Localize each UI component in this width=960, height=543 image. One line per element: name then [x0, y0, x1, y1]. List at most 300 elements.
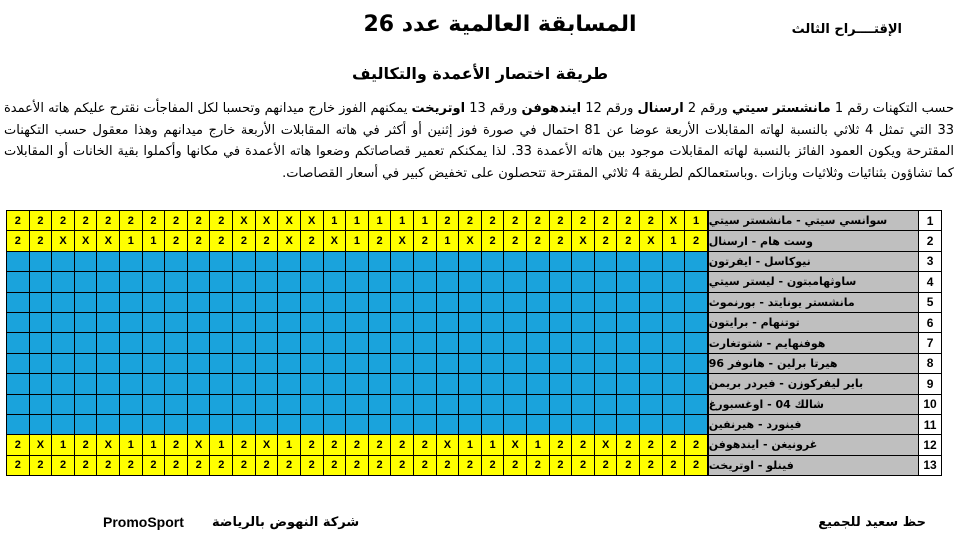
- pick-cell: 2: [75, 456, 98, 475]
- empty-cell: [640, 272, 663, 291]
- empty-cell: [301, 313, 324, 332]
- empty-cell: [188, 252, 211, 271]
- match-name: فينورد - هيرنفين: [709, 415, 918, 435]
- empty-cell: [504, 313, 527, 332]
- team-highlight: ايندهوفن: [521, 101, 582, 116]
- picks-row: [7, 252, 707, 272]
- pick-cell: 2: [617, 456, 640, 475]
- intro-text: ورقم 2: [683, 101, 732, 116]
- pick-cell: 1: [324, 211, 347, 230]
- empty-cell: [369, 333, 392, 352]
- empty-cell: [550, 395, 573, 414]
- intro-text: يمكنهم الفوز خارج ميدانهم وتحسبا لكل المفاجأت نقترح عليكم هاته الأعمدة 33 التي تمثل 4 ثلاثي بالنسبة لهاته المقابلات الأربعة عوضا عن 81 احتمال في صورة فوز إثنين أو أكثر في هاته المقابلات الأربعة خارج ميدانهم وهذا معقول حسب التكهنات المقترحة ويكون العمود الفائز بالنسبة لهاته المقابلات موجود بين هاته الأعمدة 33. لذا يمكنكم تعمير قصاصاتكم وضعوا هاته الأعمدة في مكانها وأكملوا بقية الخانات أو المقابلات كما تشاؤون بثنائيات وثلاثيات وبازات .وباستعمالكم لطريقة 4 ثلاثي المقترحة تتحصلون على تخفيض كبير في أسعار القصاصات.: [4, 101, 954, 181]
- team-highlight: مانشستر سيتي: [731, 101, 831, 116]
- empty-cell: [7, 333, 30, 352]
- match-name: شالك 04 - اوغسبورغ: [709, 395, 918, 415]
- pick-cell: 2: [346, 456, 369, 475]
- pick-cell: 2: [210, 211, 233, 230]
- empty-cell: [97, 374, 120, 393]
- empty-cell: [414, 333, 437, 352]
- pick-cell: 2: [572, 435, 595, 454]
- empty-cell: [459, 313, 482, 332]
- pick-cell: 1: [437, 231, 460, 250]
- empty-cell: [663, 272, 686, 291]
- empty-cell: [482, 293, 505, 312]
- pick-cell: 2: [663, 435, 686, 454]
- pick-cell: 1: [120, 435, 143, 454]
- pick-cell: 1: [685, 211, 707, 230]
- pick-cell: 1: [527, 435, 550, 454]
- empty-cell: [188, 313, 211, 332]
- pick-cell: 2: [550, 211, 573, 230]
- empty-cell: [685, 395, 707, 414]
- pick-cell: 2: [301, 231, 324, 250]
- matches-column: [707, 211, 918, 475]
- empty-cell: [75, 333, 98, 352]
- empty-cell: [437, 395, 460, 414]
- empty-cell: [527, 374, 550, 393]
- pick-cell: 2: [617, 231, 640, 250]
- empty-cell: [278, 374, 301, 393]
- picks-row: [7, 354, 707, 374]
- empty-cell: [210, 333, 233, 352]
- empty-cell: [572, 313, 595, 332]
- pick-cell: 1: [482, 435, 505, 454]
- picks-row: [7, 333, 707, 353]
- empty-cell: [52, 272, 75, 291]
- match-number: 10: [919, 395, 941, 415]
- pick-cell: X: [301, 211, 324, 230]
- match-number: 13: [919, 456, 941, 475]
- footer-brand: PromoSport: [103, 514, 184, 530]
- pick-cell: 2: [414, 435, 437, 454]
- pick-cell: 2: [75, 435, 98, 454]
- empty-cell: [617, 395, 640, 414]
- empty-cell: [437, 313, 460, 332]
- match-name: هيرتا برلين - هانوفر 96: [709, 354, 918, 374]
- pick-cell: 2: [437, 211, 460, 230]
- empty-cell: [437, 415, 460, 434]
- empty-cell: [143, 313, 166, 332]
- empty-cell: [482, 374, 505, 393]
- empty-cell: [504, 374, 527, 393]
- empty-cell: [685, 415, 707, 434]
- pick-cell: 2: [52, 456, 75, 475]
- empty-cell: [210, 415, 233, 434]
- empty-cell: [120, 354, 143, 373]
- empty-cell: [324, 415, 347, 434]
- team-highlight: ارسنال: [637, 101, 684, 116]
- pick-cell: 2: [482, 456, 505, 475]
- empty-cell: [7, 272, 30, 291]
- pick-cell: 2: [210, 456, 233, 475]
- empty-cell: [369, 313, 392, 332]
- pick-cell: 2: [391, 456, 414, 475]
- empty-cell: [120, 313, 143, 332]
- empty-cell: [685, 313, 707, 332]
- pick-cell: 2: [188, 456, 211, 475]
- pick-cell: 2: [595, 231, 618, 250]
- empty-cell: [595, 333, 618, 352]
- empty-cell: [663, 415, 686, 434]
- empty-cell: [617, 293, 640, 312]
- pick-cell: X: [233, 211, 256, 230]
- empty-cell: [143, 395, 166, 414]
- pick-cell: 2: [97, 456, 120, 475]
- empty-cell: [75, 293, 98, 312]
- pick-cell: 2: [165, 211, 188, 230]
- empty-cell: [685, 374, 707, 393]
- empty-cell: [324, 252, 347, 271]
- pick-cell: 1: [459, 435, 482, 454]
- pick-cell: 2: [685, 231, 707, 250]
- pick-cell: 2: [685, 456, 707, 475]
- empty-cell: [97, 313, 120, 332]
- pick-cell: 2: [278, 456, 301, 475]
- pick-cell: 2: [120, 211, 143, 230]
- empty-cell: [165, 374, 188, 393]
- empty-cell: [120, 395, 143, 414]
- pick-cell: 2: [301, 456, 324, 475]
- empty-cell: [278, 354, 301, 373]
- empty-cell: [210, 354, 233, 373]
- empty-cell: [527, 395, 550, 414]
- pick-cell: 2: [617, 211, 640, 230]
- team-highlight: اوتريخت: [411, 101, 466, 116]
- empty-cell: [617, 313, 640, 332]
- empty-cell: [210, 374, 233, 393]
- empty-cell: [617, 252, 640, 271]
- pick-cell: 2: [324, 456, 347, 475]
- empty-cell: [7, 395, 30, 414]
- empty-cell: [7, 374, 30, 393]
- empty-cell: [663, 354, 686, 373]
- empty-cell: [324, 395, 347, 414]
- empty-cell: [617, 272, 640, 291]
- empty-cell: [504, 395, 527, 414]
- empty-cell: [663, 374, 686, 393]
- picks-row: [7, 293, 707, 313]
- page-subtitle: طريقة اختصار الأعمدة والتكاليف: [351, 64, 609, 83]
- empty-cell: [369, 415, 392, 434]
- empty-cell: [414, 252, 437, 271]
- pick-cell: 2: [640, 435, 663, 454]
- empty-cell: [30, 293, 53, 312]
- empty-cell: [30, 415, 53, 434]
- empty-cell: [233, 354, 256, 373]
- pick-cell: 1: [663, 231, 686, 250]
- empty-cell: [595, 354, 618, 373]
- empty-cell: [30, 374, 53, 393]
- empty-cell: [572, 272, 595, 291]
- empty-cell: [459, 354, 482, 373]
- empty-cell: [391, 252, 414, 271]
- empty-cell: [663, 395, 686, 414]
- empty-cell: [369, 374, 392, 393]
- pick-cell: 2: [346, 435, 369, 454]
- empty-cell: [482, 313, 505, 332]
- empty-cell: [550, 313, 573, 332]
- empty-cell: [165, 333, 188, 352]
- empty-cell: [165, 252, 188, 271]
- empty-cell: [346, 395, 369, 414]
- empty-cell: [459, 374, 482, 393]
- pick-cell: 2: [391, 435, 414, 454]
- empty-cell: [324, 333, 347, 352]
- empty-cell: [278, 252, 301, 271]
- empty-cell: [30, 333, 53, 352]
- empty-cell: [640, 333, 663, 352]
- empty-cell: [482, 272, 505, 291]
- empty-cell: [233, 374, 256, 393]
- empty-cell: [278, 313, 301, 332]
- pick-cell: X: [459, 231, 482, 250]
- empty-cell: [301, 272, 324, 291]
- empty-cell: [391, 354, 414, 373]
- picks-row: [7, 374, 707, 394]
- empty-cell: [75, 252, 98, 271]
- empty-cell: [527, 354, 550, 373]
- pick-cell: X: [572, 231, 595, 250]
- empty-cell: [550, 354, 573, 373]
- pick-cell: 1: [346, 211, 369, 230]
- empty-cell: [663, 313, 686, 332]
- match-number: 5: [919, 293, 941, 313]
- pick-cell: 2: [143, 456, 166, 475]
- pick-cell: 2: [165, 456, 188, 475]
- pick-cell: 2: [7, 456, 30, 475]
- empty-cell: [188, 354, 211, 373]
- match-name: غرونيغن - ايندهوفن: [709, 435, 918, 455]
- pick-cell: 2: [527, 456, 550, 475]
- pick-cell: 2: [504, 231, 527, 250]
- pick-cell: 2: [75, 211, 98, 230]
- pick-cell: 2: [210, 231, 233, 250]
- empty-cell: [572, 252, 595, 271]
- empty-cell: [301, 354, 324, 373]
- pick-cell: 2: [369, 231, 392, 250]
- empty-cell: [391, 415, 414, 434]
- pick-cell: X: [278, 231, 301, 250]
- empty-cell: [527, 272, 550, 291]
- empty-cell: [165, 313, 188, 332]
- empty-cell: [617, 415, 640, 434]
- pick-cell: X: [256, 435, 279, 454]
- pick-cell: 2: [482, 211, 505, 230]
- pick-cell: 2: [572, 456, 595, 475]
- pick-cell: X: [256, 211, 279, 230]
- pick-cell: 2: [7, 231, 30, 250]
- match-name: نيوكاسل - ايفرتون: [709, 252, 918, 272]
- picks-row: [7, 456, 707, 475]
- empty-cell: [527, 313, 550, 332]
- picks-row: [7, 231, 707, 251]
- picks-row: [7, 211, 707, 231]
- pick-cell: 2: [233, 435, 256, 454]
- empty-cell: [188, 272, 211, 291]
- empty-cell: [256, 252, 279, 271]
- pick-cell: 2: [30, 211, 53, 230]
- pick-cell: 1: [210, 435, 233, 454]
- pick-cell: 2: [369, 456, 392, 475]
- empty-cell: [550, 415, 573, 434]
- pick-cell: X: [278, 211, 301, 230]
- empty-cell: [459, 333, 482, 352]
- picks-row: [7, 272, 707, 292]
- pick-cell: 1: [346, 231, 369, 250]
- empty-cell: [437, 333, 460, 352]
- empty-cell: [527, 415, 550, 434]
- empty-cell: [97, 252, 120, 271]
- empty-cell: [256, 272, 279, 291]
- match-number: 2: [919, 231, 941, 251]
- empty-cell: [595, 415, 618, 434]
- pick-cell: 2: [369, 435, 392, 454]
- picks-row: [7, 435, 707, 455]
- empty-cell: [504, 293, 527, 312]
- empty-cell: [165, 354, 188, 373]
- pick-cell: 2: [550, 435, 573, 454]
- empty-cell: [233, 313, 256, 332]
- empty-cell: [75, 313, 98, 332]
- empty-cell: [346, 293, 369, 312]
- empty-cell: [459, 395, 482, 414]
- empty-cell: [527, 252, 550, 271]
- empty-cell: [685, 272, 707, 291]
- pick-cell: 2: [120, 456, 143, 475]
- match-number: 9: [919, 374, 941, 394]
- intro-paragraph: [4, 98, 954, 184]
- empty-cell: [301, 252, 324, 271]
- empty-cell: [30, 272, 53, 291]
- empty-cell: [572, 354, 595, 373]
- match-name: فينلو - اوتريخت: [709, 456, 918, 475]
- empty-cell: [143, 333, 166, 352]
- empty-cell: [233, 415, 256, 434]
- pick-cell: 2: [414, 231, 437, 250]
- empty-cell: [278, 333, 301, 352]
- match-number: 11: [919, 415, 941, 435]
- pick-cell: 1: [278, 435, 301, 454]
- empty-cell: [437, 354, 460, 373]
- empty-cell: [210, 313, 233, 332]
- empty-cell: [685, 333, 707, 352]
- picks-row: [7, 395, 707, 415]
- empty-cell: [640, 313, 663, 332]
- empty-cell: [437, 252, 460, 271]
- empty-cell: [210, 252, 233, 271]
- prediction-grid: [6, 210, 942, 476]
- empty-cell: [52, 395, 75, 414]
- empty-cell: [256, 395, 279, 414]
- match-number: 12: [919, 435, 941, 455]
- empty-cell: [52, 293, 75, 312]
- empty-cell: [120, 374, 143, 393]
- pick-cell: 2: [52, 211, 75, 230]
- match-name: سوانسي سيتي - مانشستر سيتي: [709, 211, 918, 231]
- empty-cell: [30, 354, 53, 373]
- empty-cell: [301, 333, 324, 352]
- pick-cell: 2: [595, 456, 618, 475]
- empty-cell: [324, 354, 347, 373]
- empty-cell: [595, 272, 618, 291]
- pick-cell: 2: [7, 435, 30, 454]
- empty-cell: [617, 374, 640, 393]
- empty-cell: [278, 395, 301, 414]
- empty-cell: [414, 293, 437, 312]
- empty-cell: [391, 374, 414, 393]
- empty-cell: [346, 252, 369, 271]
- empty-cell: [414, 374, 437, 393]
- empty-cell: [369, 354, 392, 373]
- pick-cell: X: [30, 435, 53, 454]
- empty-cell: [188, 374, 211, 393]
- empty-cell: [233, 272, 256, 291]
- empty-cell: [527, 333, 550, 352]
- match-number: 4: [919, 272, 941, 292]
- empty-cell: [52, 252, 75, 271]
- empty-cell: [482, 415, 505, 434]
- empty-cell: [437, 293, 460, 312]
- match-name: مانشستر يونايتد - بورنموث: [709, 293, 918, 313]
- empty-cell: [97, 415, 120, 434]
- empty-cell: [504, 252, 527, 271]
- proposal-tag: الإقتــــراح الثالث: [791, 22, 902, 37]
- pick-cell: X: [663, 211, 686, 230]
- pick-cell: 2: [7, 211, 30, 230]
- empty-cell: [75, 374, 98, 393]
- pick-cell: 2: [595, 211, 618, 230]
- empty-cell: [143, 354, 166, 373]
- empty-cell: [504, 354, 527, 373]
- empty-cell: [324, 272, 347, 291]
- pick-cell: 2: [550, 456, 573, 475]
- pick-cell: 2: [527, 231, 550, 250]
- empty-cell: [301, 395, 324, 414]
- pick-cell: 1: [120, 231, 143, 250]
- pick-cell: 2: [437, 456, 460, 475]
- empty-cell: [595, 395, 618, 414]
- empty-cell: [617, 354, 640, 373]
- empty-cell: [414, 313, 437, 332]
- empty-cell: [7, 313, 30, 332]
- picks-row: [7, 313, 707, 333]
- empty-cell: [550, 252, 573, 271]
- pick-cell: 2: [617, 435, 640, 454]
- pick-cell: 2: [482, 231, 505, 250]
- empty-cell: [188, 333, 211, 352]
- empty-cell: [346, 313, 369, 332]
- pick-cell: X: [437, 435, 460, 454]
- empty-cell: [165, 272, 188, 291]
- pick-cell: 2: [256, 456, 279, 475]
- empty-cell: [504, 415, 527, 434]
- empty-cell: [595, 293, 618, 312]
- empty-cell: [640, 293, 663, 312]
- empty-cell: [256, 354, 279, 373]
- empty-cell: [640, 395, 663, 414]
- empty-cell: [550, 272, 573, 291]
- pick-cell: 2: [143, 211, 166, 230]
- pick-cell: 2: [527, 211, 550, 230]
- empty-cell: [346, 272, 369, 291]
- picks-columns: [7, 211, 707, 475]
- intro-text: ورقم 12: [581, 101, 638, 116]
- empty-cell: [482, 333, 505, 352]
- empty-cell: [595, 313, 618, 332]
- pick-cell: 2: [640, 211, 663, 230]
- empty-cell: [369, 293, 392, 312]
